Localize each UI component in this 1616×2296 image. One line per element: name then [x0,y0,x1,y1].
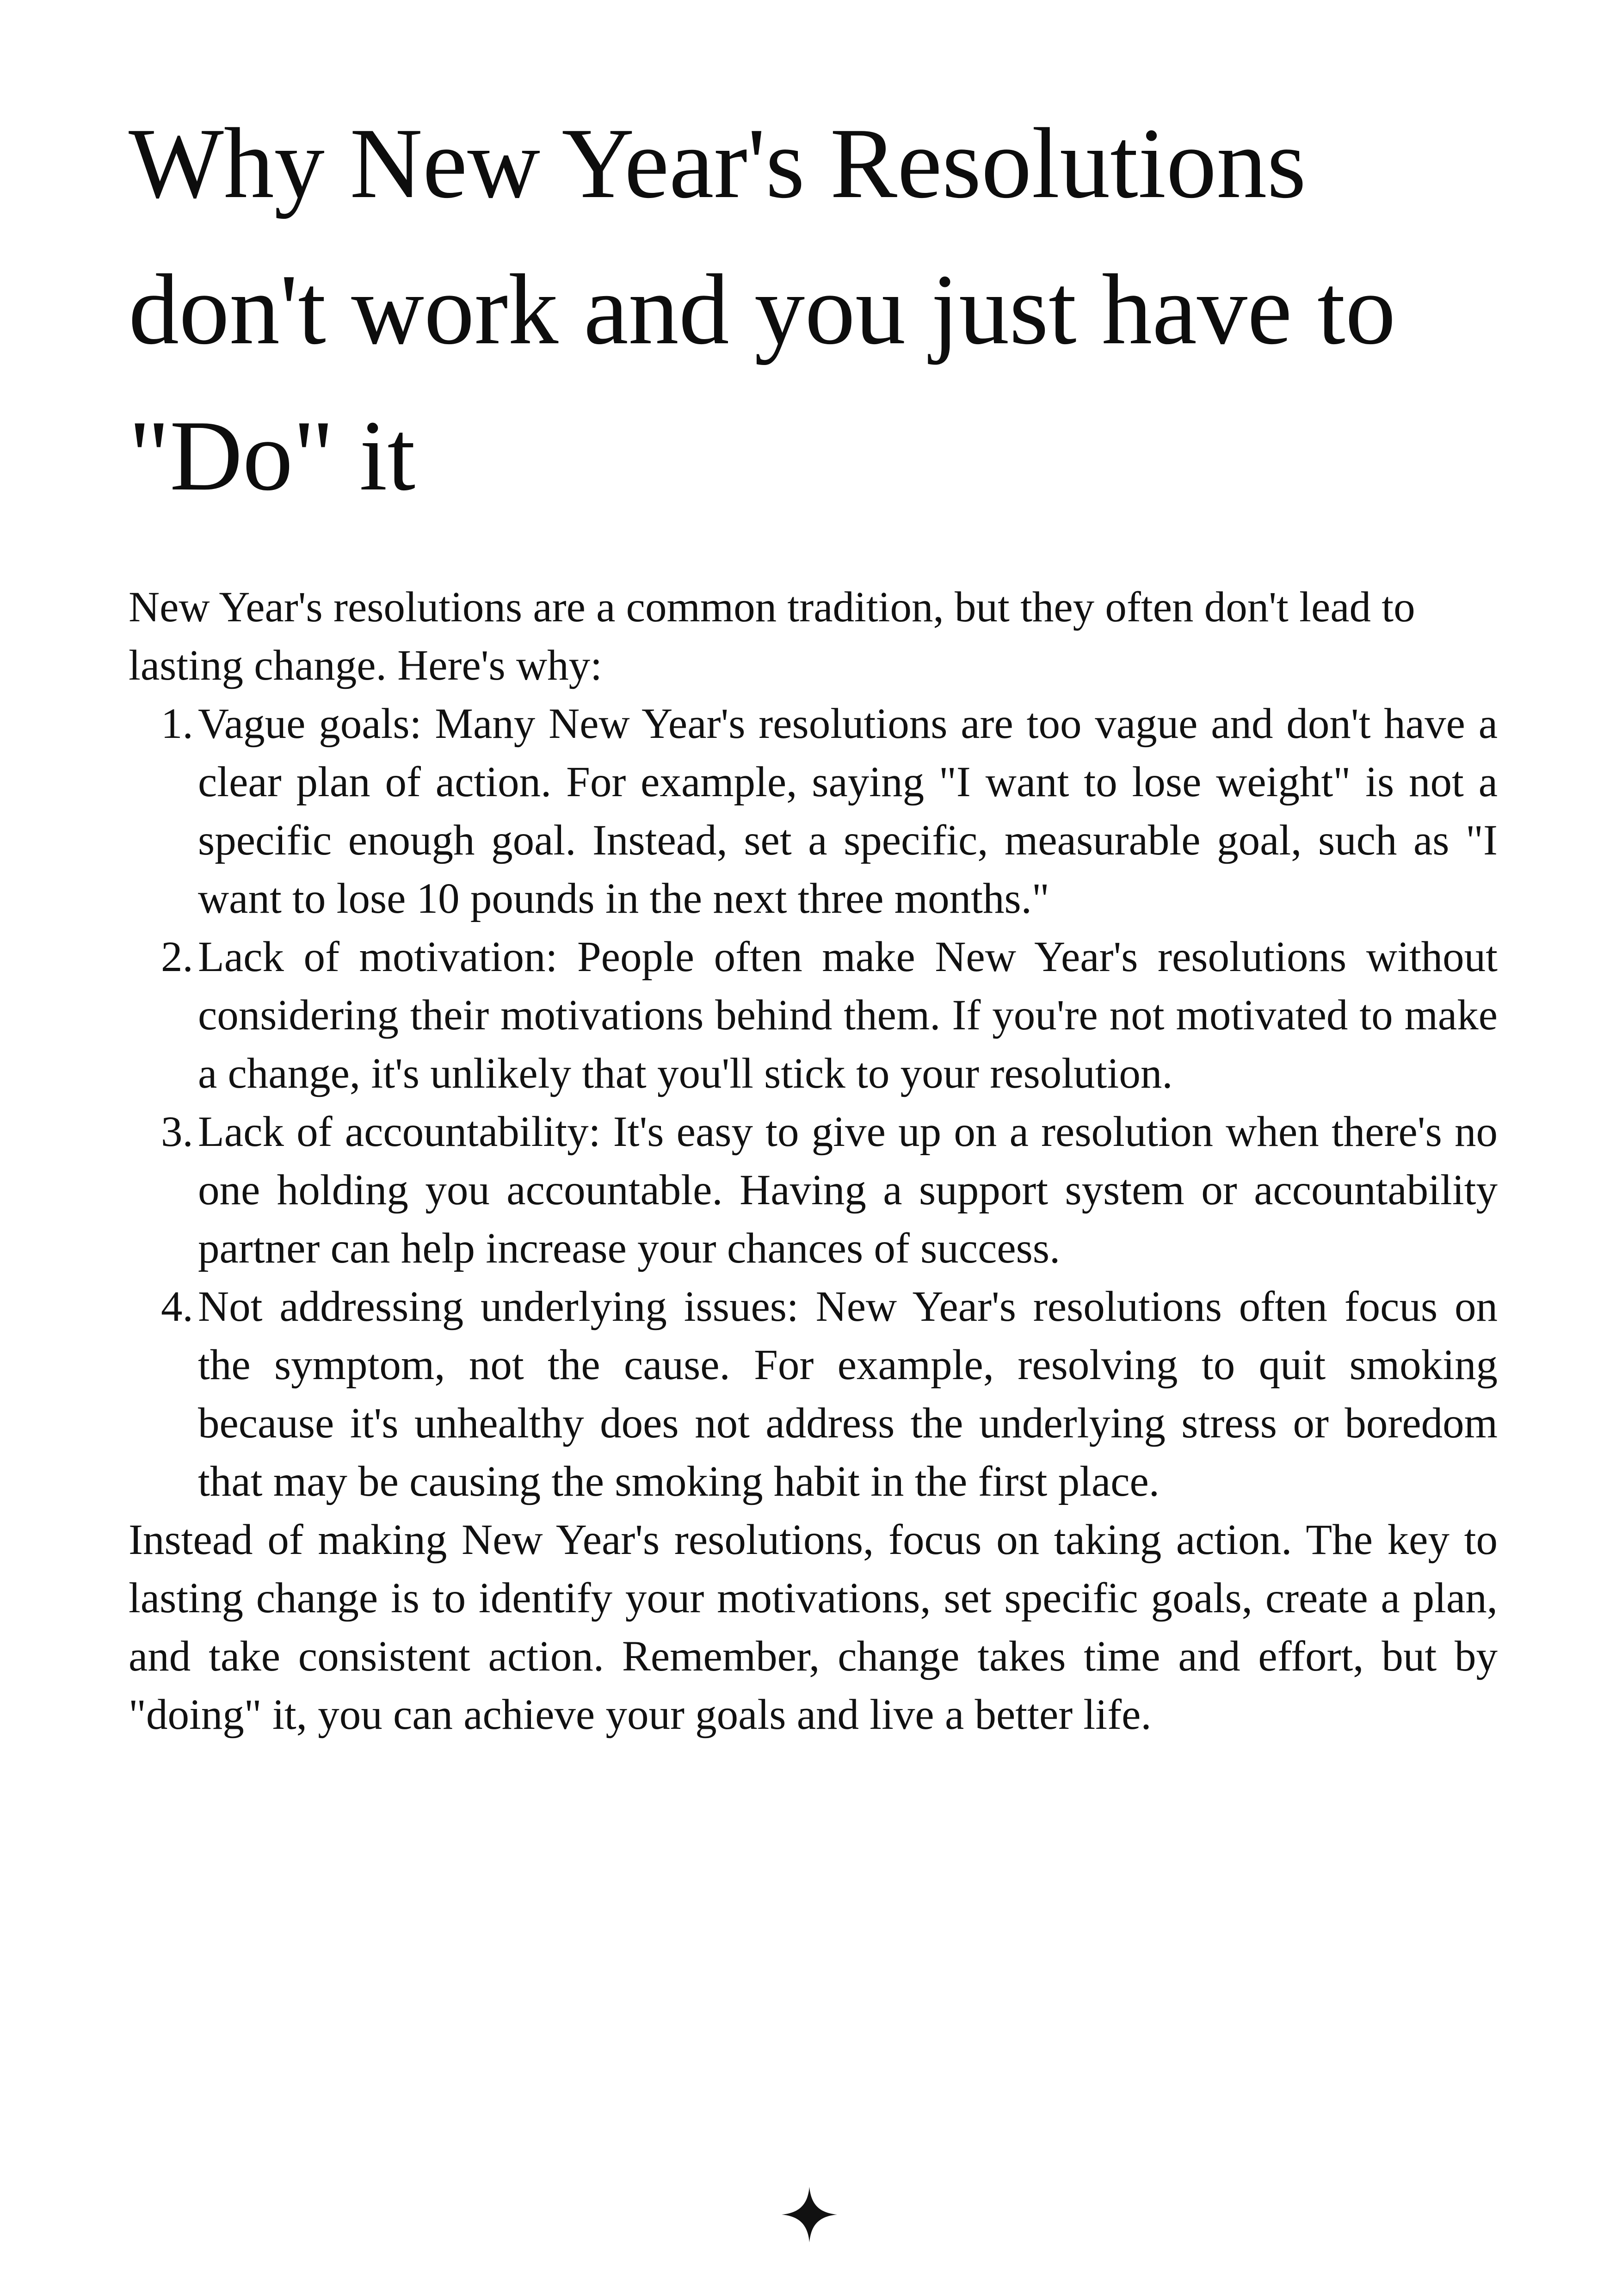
conclusion-paragraph: Instead of making New Year's resolutions, focus on taking action. The key to lasting change is to identify your motivations, set specific goals, create a plan, and take consistent action. Remember, change takes time and effort, but by "doing" it, you can achieve your goals and live a better life. [129,1516,1498,1739]
list-item-number: 3. [161,1108,193,1156]
list-item-text: Not addressing underlying issues: New Year's resolutions often focus on the symptom, not the cause. For example, resolving to quit smoking because it's unhealthy does not address the underlying stress or boredom that may be causing the smoking habit in the first place. [198,1283,1498,1505]
intro-paragraph: New Year's resolutions are a common tradition, but they often don't lead to lasting change. Here's why: [129,583,1415,689]
list-item [129,928,1498,1103]
list-item [129,695,1498,928]
article-body [129,578,1498,1744]
list-item-number: 1. [161,700,193,748]
list-item [129,1103,1498,1278]
list-item-text: Lack of motivation: People often make New Year's resolutions without considering their motivations behind them. If you're not motivated to make a change, it's unlikely that you'll stick to your resolution. [198,933,1498,1097]
reasons-list [129,695,1498,1511]
list-item-text: Lack of accountability: It's easy to give up on a resolution when there's no one holding you accountable. Having a support system or accountability partner can help increase your chances of success. [198,1108,1498,1272]
sparkle-star-icon [782,2187,837,2242]
list-item-number: 2. [161,933,193,981]
list-item-number: 4. [161,1283,193,1331]
list-item-text: Vague goals: Many New Year's resolutions are too vague and don't have a clear plan of action. For example, saying "I want to lose weight" is not a specific enough goal. Instead, set a specific, measurable goal, such as "I want to lose 10 pounds in the next three months." [198,700,1498,922]
page-title: Why New Year's Resolutions don't work and you just have to "Do" it [129,108,1396,512]
list-item [129,1278,1498,1511]
